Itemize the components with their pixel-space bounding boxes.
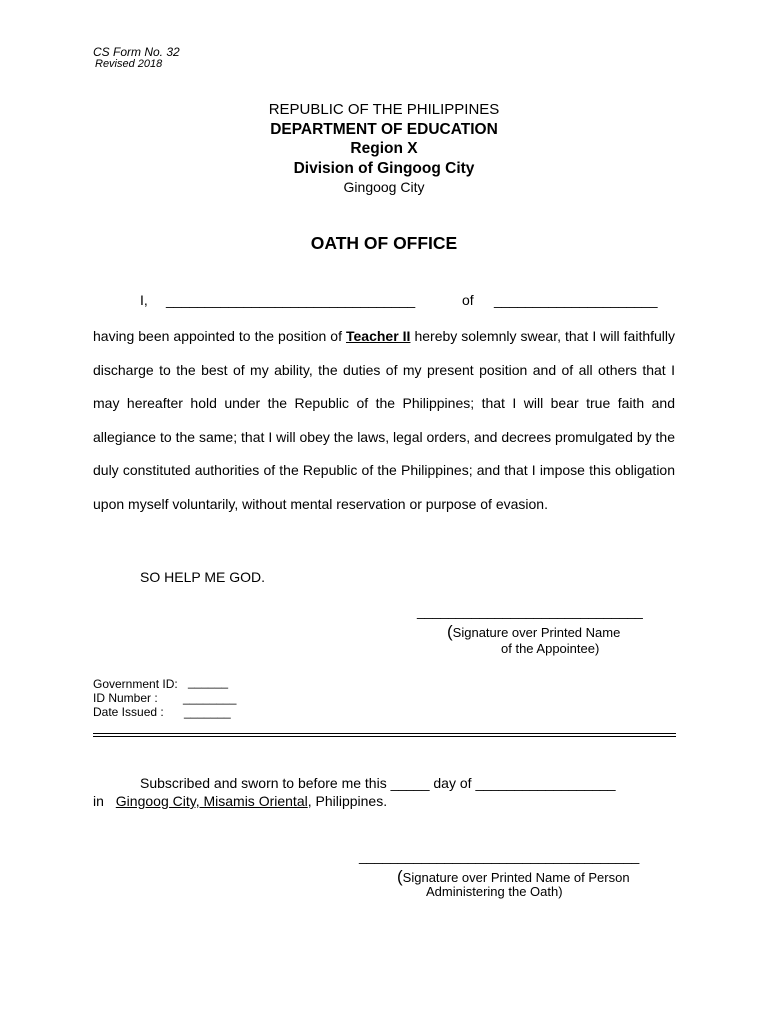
position-title: Teacher II <box>346 328 411 344</box>
date-issued-row <box>93 705 231 719</box>
government-id-label: Government ID: <box>93 677 178 691</box>
appointee-signature-caption <box>447 622 620 642</box>
appointee-name-blank[interactable]: ________________________________ <box>166 292 416 308</box>
oath-of-label: of <box>462 292 474 308</box>
header-city: Gingoog City <box>343 179 425 195</box>
government-id-row <box>93 675 229 691</box>
id-number-label: ID Number : <box>93 691 158 705</box>
jurat-date-blank[interactable]: __________________ <box>475 775 616 791</box>
jurat-line <box>140 775 616 791</box>
appointee-caption-line1: Signature over Printed Name <box>452 625 621 640</box>
appointee-signature-line[interactable]: _____________________________ <box>417 603 643 619</box>
jurat-country: , Philippines. <box>307 793 388 809</box>
date-issued-label: Date Issued : <box>93 705 164 719</box>
oath-text-after: hereby solemnly swear, that I will faithfully discharge to the best of my ability, the duties of my present position and of all others that I may hereafter hold under the Republic of the Philippines; that I will bear true faith and allegiance to the same; that I will obey the laws, legal orders, and decrees promulgated by the duly constituted authorities of the Republic of the Philippines; and that I impose this obligation upon myself voluntarily, without mental reservation or purpose of evasion. <box>93 328 676 512</box>
appointee-caption-line2: of the Appointee) <box>501 641 600 656</box>
id-number-blank[interactable]: ________ <box>183 691 237 705</box>
header-department: DEPARTMENT OF EDUCATION <box>270 121 498 138</box>
jurat-place: Gingoog City, Misamis Oriental <box>115 793 308 809</box>
jurat-place-line <box>93 793 387 809</box>
jurat-in-label: in <box>93 793 108 809</box>
oath-closing: SO HELP ME GOD. <box>140 569 265 585</box>
header-republic: REPUBLIC OF THE PHILIPPINES <box>268 101 500 118</box>
administrator-signature-line[interactable]: ____________________________________ <box>359 848 640 864</box>
office-blank[interactable]: _____________________ <box>494 292 658 308</box>
oath-text-before: having been appointed to the position of <box>93 328 346 344</box>
oath-i-label: I, <box>140 292 148 308</box>
administrator-caption-line1: Signature over Printed Name of Person <box>402 870 630 885</box>
section-divider <box>93 733 676 734</box>
government-id-blank[interactable]: ______ <box>188 675 229 689</box>
jurat-text: Subscribed and sworn to before me this _____ day of <box>140 775 476 791</box>
administrator-caption-line2: Administering the Oath) <box>426 884 563 899</box>
form-number: CS Form No. 32 <box>93 45 180 59</box>
oath-paragraph <box>93 320 675 521</box>
date-issued-blank[interactable]: _______ <box>184 705 231 719</box>
form-revision: Revised 2018 <box>95 58 163 70</box>
id-number-row <box>93 691 237 705</box>
document-title: OATH OF OFFICE <box>310 233 458 253</box>
open-paren: ( <box>397 867 403 886</box>
header-division: Division of Gingoog City <box>293 160 475 177</box>
open-paren: ( <box>447 622 453 641</box>
header-region: Region X <box>350 140 418 157</box>
section-divider <box>93 736 676 737</box>
